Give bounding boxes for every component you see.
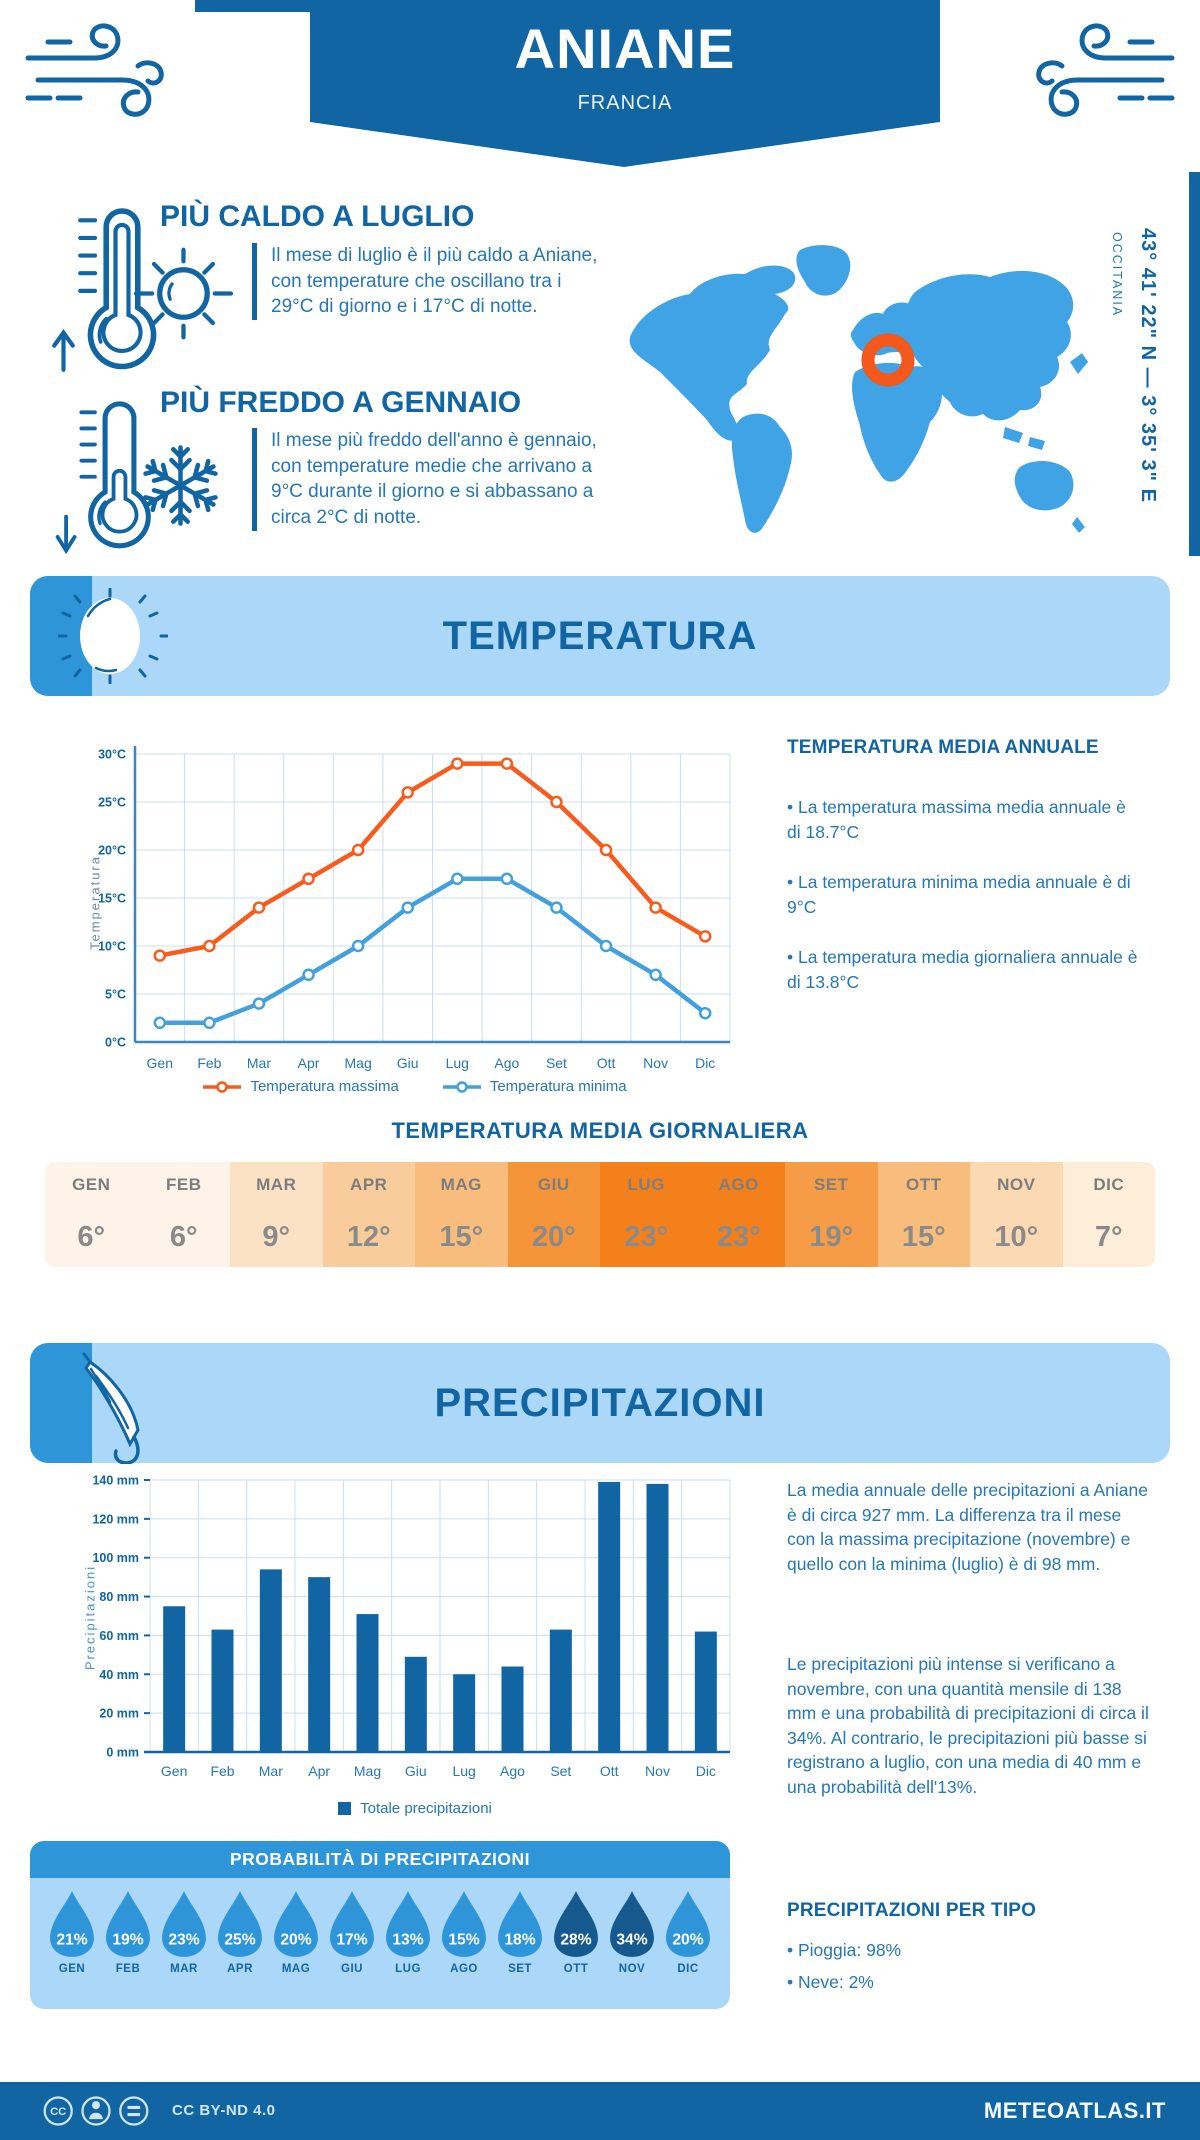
precipitation-section-title: PRECIPITAZIONI <box>434 1381 766 1425</box>
bar <box>647 1484 669 1752</box>
probability-drop-column <box>662 1890 714 1975</box>
drop-percentage: 15% <box>448 1931 480 1949</box>
droplet-icon <box>328 1890 376 1958</box>
bar <box>695 1632 717 1752</box>
precip-paragraph-2: Le precipitazioni più intense si verificano a novembre, con una quantità mensile di 138 mm e una probabilità di precipitazioni di circa il 34%. Al contrario, le precipitazioni più basse si registrano a luglio, con una media di 40 mm e una probabilità dell'13%. <box>787 1654 1149 1797</box>
table-month-cell: GEN <box>45 1162 138 1208</box>
probability-drop-column <box>326 1890 378 1975</box>
cold-body: Il mese più freddo dell'anno è gennaio, con temperature medie che arrivano a 9°C durante il giorno e si abbassano a circa 2°C di notte. <box>252 428 615 531</box>
x-tick: Set <box>550 1763 572 1779</box>
drop-percentage: 25% <box>224 1931 256 1949</box>
table-value-cell: 20° <box>508 1208 601 1267</box>
table-value-cell: 19° <box>785 1208 878 1267</box>
drop-month-label: DIC <box>677 1963 699 1975</box>
bar <box>260 1569 282 1752</box>
legend-line-marker-icon <box>203 1081 241 1093</box>
table-month-cell: MAR <box>230 1162 323 1208</box>
data-point <box>403 903 413 913</box>
drop-percentage: 28% <box>560 1931 592 1949</box>
data-point <box>403 787 413 797</box>
license-label: CC BY-ND 4.0 <box>172 2102 276 2119</box>
daily-temp-heading: TEMPERATURA MEDIA GIORNALIERA <box>391 1118 809 1143</box>
drop-month-label: NOV <box>618 1963 646 1975</box>
x-tick: Dic <box>695 1055 716 1071</box>
sun-banner-icon <box>58 588 168 684</box>
bar <box>405 1657 427 1752</box>
temperature-line-chart <box>80 722 750 1087</box>
bar <box>502 1667 524 1752</box>
y-tick: 25°C <box>98 795 126 810</box>
bar <box>163 1606 185 1752</box>
data-point <box>452 874 462 884</box>
world-map <box>615 222 1105 562</box>
data-point <box>601 845 611 855</box>
hot-heading: PIÙ CALDO A LUGLIO <box>160 200 475 233</box>
temp-chart-ylabel: Temperatura <box>87 855 103 950</box>
bar <box>598 1482 620 1752</box>
drop-percentage: 21% <box>56 1931 88 1949</box>
y-tick: 5°C <box>105 987 126 1002</box>
table-month-cell: FEB <box>138 1162 231 1208</box>
hot-body: Il mese di luglio è il più caldo a Aniane, con temperature che oscillano tra i 29°C di giorno e i 17°C di notte. <box>252 243 607 320</box>
cc-license-icons <box>36 2093 156 2129</box>
y-tick: 20 mm <box>99 1706 139 1721</box>
data-point <box>551 903 561 913</box>
y-tick: 10°C <box>98 939 126 954</box>
x-tick: Lug <box>445 1055 469 1071</box>
wind-icon-left <box>22 18 172 123</box>
x-tick: Feb <box>210 1763 235 1779</box>
table-value-cell: 23° <box>693 1208 786 1267</box>
droplet-icon <box>272 1890 320 1958</box>
y-tick: 40 mm <box>99 1667 139 1682</box>
table-month-cell: LUG <box>600 1162 693 1208</box>
x-tick: Nov <box>643 1055 669 1071</box>
table-month-cell: MAG <box>415 1162 508 1208</box>
data-point <box>700 931 710 941</box>
y-tick: 120 mm <box>92 1512 139 1527</box>
precip-types-heading: PRECIPITAZIONI PER TIPO <box>787 1900 1037 1921</box>
drop-percentage: 23% <box>168 1931 200 1949</box>
data-point <box>155 1018 165 1028</box>
probability-drop-column <box>606 1890 658 1975</box>
y-tick: 0 mm <box>106 1745 139 1760</box>
data-point <box>304 874 314 884</box>
daily-temp-table <box>45 1162 1155 1267</box>
bar <box>308 1577 330 1752</box>
table-value-cell: 9° <box>230 1208 323 1267</box>
y-tick: 30°C <box>98 747 126 762</box>
y-tick: 100 mm <box>92 1551 139 1566</box>
annual-temp-heading: TEMPERATURA MEDIA ANNUALE <box>787 737 1099 758</box>
data-point <box>502 874 512 884</box>
x-tick: Set <box>545 1055 567 1071</box>
x-tick: Dic <box>695 1763 716 1779</box>
x-tick: Mag <box>344 1055 372 1071</box>
droplet-icon <box>48 1890 96 1958</box>
data-point <box>254 999 264 1009</box>
x-tick: Giu <box>396 1055 419 1071</box>
droplet-icon <box>104 1890 152 1958</box>
bar <box>357 1614 379 1752</box>
data-point <box>601 941 611 951</box>
drop-month-label: GEN <box>58 1963 86 1975</box>
droplet-icon <box>496 1890 544 1958</box>
droplet-icon <box>552 1890 600 1958</box>
right-edge-bar <box>1189 172 1200 556</box>
x-tick: Giu <box>404 1763 427 1779</box>
precip-type-rain: • Pioggia: 98% <box>787 1940 902 1960</box>
legend-item <box>443 1078 627 1095</box>
data-point <box>204 1018 214 1028</box>
annual-bullet-max: • La temperatura massima media annuale è di 18.7°C <box>787 797 1126 842</box>
sun-icon <box>128 246 238 341</box>
drop-month-label: AGO <box>450 1963 478 1975</box>
droplet-icon <box>440 1890 488 1958</box>
probability-drop-column <box>158 1890 210 1975</box>
data-point <box>700 1008 710 1018</box>
table-month-cell: OTT <box>878 1162 971 1208</box>
drop-month-label: MAR <box>170 1963 198 1975</box>
data-point <box>502 759 512 769</box>
probability-drop-column <box>438 1890 490 1975</box>
probability-drop-column <box>494 1890 546 1975</box>
drop-month-label: LUG <box>395 1963 421 1975</box>
table-month-cell: NOV <box>970 1162 1063 1208</box>
x-tick: Apr <box>308 1763 331 1779</box>
droplet-icon <box>384 1890 432 1958</box>
drop-percentage: 20% <box>672 1931 704 1949</box>
drop-percentage: 13% <box>392 1931 424 1949</box>
table-month-cell: AGO <box>693 1162 786 1208</box>
y-tick: 80 mm <box>99 1590 139 1605</box>
table-month-cell: SET <box>785 1162 878 1208</box>
legend-item <box>203 1078 398 1095</box>
table-month-cell: GIU <box>508 1162 601 1208</box>
drop-month-label: MAG <box>281 1963 311 1975</box>
table-value-cell: 15° <box>878 1208 971 1267</box>
y-tick: 140 mm <box>92 1473 139 1488</box>
x-tick: Mar <box>246 1055 272 1071</box>
drop-month-label: APR <box>227 1963 253 1975</box>
table-value-cell: 23° <box>600 1208 693 1267</box>
wind-icon-right <box>1028 18 1178 123</box>
location-region: OCCITANIA <box>1110 232 1124 318</box>
brand-label: METEOATLAS.IT <box>983 2098 1166 2123</box>
probability-drop-column <box>214 1890 266 1975</box>
precip-paragraph-1: La media annuale delle precipitazioni a Aniane è di circa 927 mm. La differenza tra il mese con la massima precipitazione (novembre) e quello con la minima (luglio) è di 98 mm. <box>787 1480 1148 1574</box>
umbrella-icon <box>60 1352 170 1464</box>
snowflake-icon <box>128 438 233 533</box>
x-tick: Apr <box>297 1055 320 1071</box>
precipitation-bar-chart <box>80 1452 750 1797</box>
drop-percentage: 34% <box>616 1931 648 1949</box>
bar <box>550 1630 572 1752</box>
data-point <box>353 941 363 951</box>
data-point <box>155 951 165 961</box>
drop-month-label: OTT <box>563 1963 589 1975</box>
data-point <box>651 970 661 980</box>
data-point <box>353 845 363 855</box>
precip-probability-drops <box>30 1878 730 1975</box>
legend-label: Temperatura minima <box>489 1078 627 1095</box>
table-value-cell: 6° <box>45 1208 138 1267</box>
precip-chart-legend <box>80 1800 750 1817</box>
cc-nd-icon <box>120 2098 147 2125</box>
table-value-cell: 10° <box>970 1208 1063 1267</box>
drop-percentage: 20% <box>280 1931 312 1949</box>
y-tick: 60 mm <box>99 1628 139 1643</box>
page-subtitle: FRANCIA <box>577 92 673 114</box>
x-tick: Gen <box>160 1763 188 1779</box>
x-tick: Ago <box>500 1763 525 1779</box>
legend-label: Temperatura massima <box>250 1078 399 1095</box>
data-point <box>254 903 264 913</box>
precip-chart-ylabel: Precipitazioni <box>82 1564 98 1671</box>
table-month-cell: DIC <box>1063 1162 1156 1208</box>
droplet-icon <box>216 1890 264 1958</box>
table-value-cell: 6° <box>138 1208 231 1267</box>
temperature-section-title: TEMPERATURA <box>442 614 758 658</box>
precip-probability-box <box>30 1841 730 2009</box>
y-tick: 15°C <box>98 891 126 906</box>
annual-bullet-mean: • La temperatura media giornaliera annuale è di 13.8°C <box>787 947 1138 992</box>
data-point <box>551 797 561 807</box>
legend-line-marker-icon <box>443 1081 481 1093</box>
legend-item <box>338 1800 492 1817</box>
x-tick: Ott <box>596 1055 616 1071</box>
drop-percentage: 17% <box>336 1931 368 1949</box>
location-marker-icon <box>868 340 908 380</box>
probability-drop-column <box>550 1890 602 1975</box>
x-tick: Gen <box>146 1055 174 1071</box>
x-tick: Mar <box>258 1763 283 1779</box>
temperature-section-banner <box>30 576 1170 696</box>
temp-chart-legend <box>80 1078 750 1095</box>
y-tick: 20°C <box>98 843 126 858</box>
legend-square-marker-icon <box>338 1802 351 1815</box>
x-tick: Ott <box>599 1763 619 1779</box>
drop-month-label: FEB <box>115 1963 141 1975</box>
x-tick: Ago <box>494 1055 520 1071</box>
table-month-cell: APR <box>323 1162 416 1208</box>
bar <box>212 1630 234 1752</box>
x-tick: Nov <box>645 1763 670 1779</box>
x-tick: Feb <box>197 1055 222 1071</box>
probability-drop-column <box>102 1890 154 1975</box>
legend-label: Totale precipitazioni <box>360 1800 492 1817</box>
location-coordinates: 43° 41' 22" N — 3° 35' 3" E <box>1137 228 1159 503</box>
data-point <box>204 941 214 951</box>
droplet-icon <box>160 1890 208 1958</box>
droplet-icon <box>664 1890 712 1958</box>
x-tick: Mag <box>353 1763 382 1779</box>
bar <box>453 1674 475 1752</box>
precipitation-section-banner <box>30 1343 1170 1463</box>
probability-drop-column <box>382 1890 434 1975</box>
precip-type-snow: • Neve: 2% <box>787 1972 874 1992</box>
probability-drop-column <box>46 1890 98 1975</box>
y-tick: 0°C <box>105 1035 126 1050</box>
table-value-cell: 7° <box>1063 1208 1156 1267</box>
drop-percentage: 18% <box>504 1931 536 1949</box>
drop-percentage: 19% <box>112 1931 144 1949</box>
precip-probability-heading: PROBABILITÀ DI PRECIPITAZIONI <box>30 1841 730 1878</box>
cold-heading: PIÙ FREDDO A GENNAIO <box>160 386 522 419</box>
drop-month-label: GIU <box>341 1963 363 1975</box>
data-point <box>651 903 661 913</box>
annual-temp-bullets <box>787 795 1143 1020</box>
annual-bullet-min: • La temperatura minima media annuale è di 9°C <box>787 872 1131 917</box>
droplet-icon <box>608 1890 656 1958</box>
table-value-cell: 15° <box>415 1208 508 1267</box>
table-value-cell: 12° <box>323 1208 416 1267</box>
data-point <box>304 970 314 980</box>
probability-drop-column <box>270 1890 322 1975</box>
page-title: ANIANE <box>514 17 736 80</box>
cc-icon-letters: CC <box>50 2106 67 2119</box>
drop-month-label: SET <box>508 1963 532 1975</box>
data-point <box>452 759 462 769</box>
x-tick: Lug <box>452 1763 476 1779</box>
